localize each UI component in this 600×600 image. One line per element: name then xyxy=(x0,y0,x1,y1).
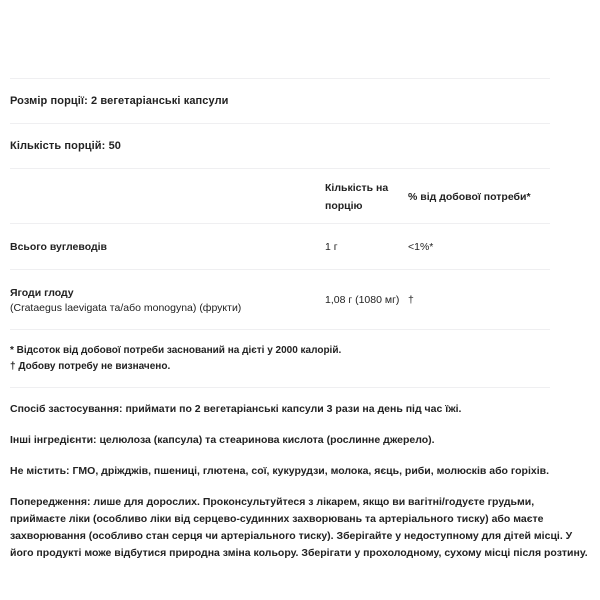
nutrient-name-cell xyxy=(10,283,325,316)
servings-per-container-text: Кількість порцій: 50 xyxy=(10,140,122,152)
servings-per-container-row xyxy=(10,124,590,168)
nutrient-latin-name: (Crataegus laevigata та/або monogyna) (фрукти) xyxy=(10,302,242,314)
nutrient-name: Ягоди глоду xyxy=(10,286,74,299)
nutrient-amount-cell xyxy=(325,237,408,255)
info-paragraphs xyxy=(10,388,590,562)
table-header-daily-value-cell xyxy=(408,187,590,205)
nutrient-amount-cell xyxy=(325,290,408,308)
nutrient-name-cell xyxy=(10,237,325,255)
nutrient-amount: 1 г xyxy=(325,241,338,254)
footnote-daily-value: * Відсоток від добової потреби заснований на дієті у 2000 калорій. xyxy=(10,345,342,356)
table-header-amount-cell xyxy=(325,178,408,214)
table-header-row xyxy=(10,169,590,223)
table-header-amount-label: Кількість на порцію xyxy=(325,182,389,212)
table-header-daily-value-label: % від добової потреби* xyxy=(408,191,531,203)
nutrient-daily-value: † xyxy=(408,294,414,307)
nutrient-name: Всього вуглеводів xyxy=(10,241,108,254)
table-row xyxy=(10,224,590,269)
serving-size-text: Розмір порції: 2 вегетаріанські капсули xyxy=(10,95,229,107)
footnotes-block xyxy=(10,330,590,387)
nutrient-daily-value-cell xyxy=(408,237,590,255)
nutrient-daily-value-cell xyxy=(408,290,590,308)
other-ingredients-paragraph: Інші інгредієнти: целюлоза (капсула) та стеаринова кислота (рослинне джерело). xyxy=(10,433,435,446)
directions-paragraph: Спосіб застосування: приймати по 2 вегетаріанські капсули 3 рази на день під час їжі. xyxy=(10,403,462,415)
table-row xyxy=(10,270,590,329)
nutrient-daily-value: <1%* xyxy=(408,241,434,254)
free-from-paragraph: Не містить: ГМО, дріжджів, пшениці, глютена, сої, кукурудзи, молока, яєць, риби, молюсків або горіхів. xyxy=(10,464,549,477)
warning-paragraph: Попередження: лише для дорослих. Проконсультуйтеся з лікарем, якщо ви вагітні/годуєте грудьми, приймаєте ліки (особливо ліки від серцево-судинних захворювань та артеріального тиску) або маєте захворювання (особливо стан серця чи артеріального тиску). Зберігайте у недоступному для дітей місці. У його продукті може відбутися природна зміна кольору. Зберігати у прохолодному, сухому місці після розтину. xyxy=(10,496,588,560)
footnote-not-established: † Добову потребу не визначено. xyxy=(10,360,171,372)
nutrient-amount: 1,08 г (1080 мг) xyxy=(325,294,400,307)
serving-size-row xyxy=(10,79,590,123)
